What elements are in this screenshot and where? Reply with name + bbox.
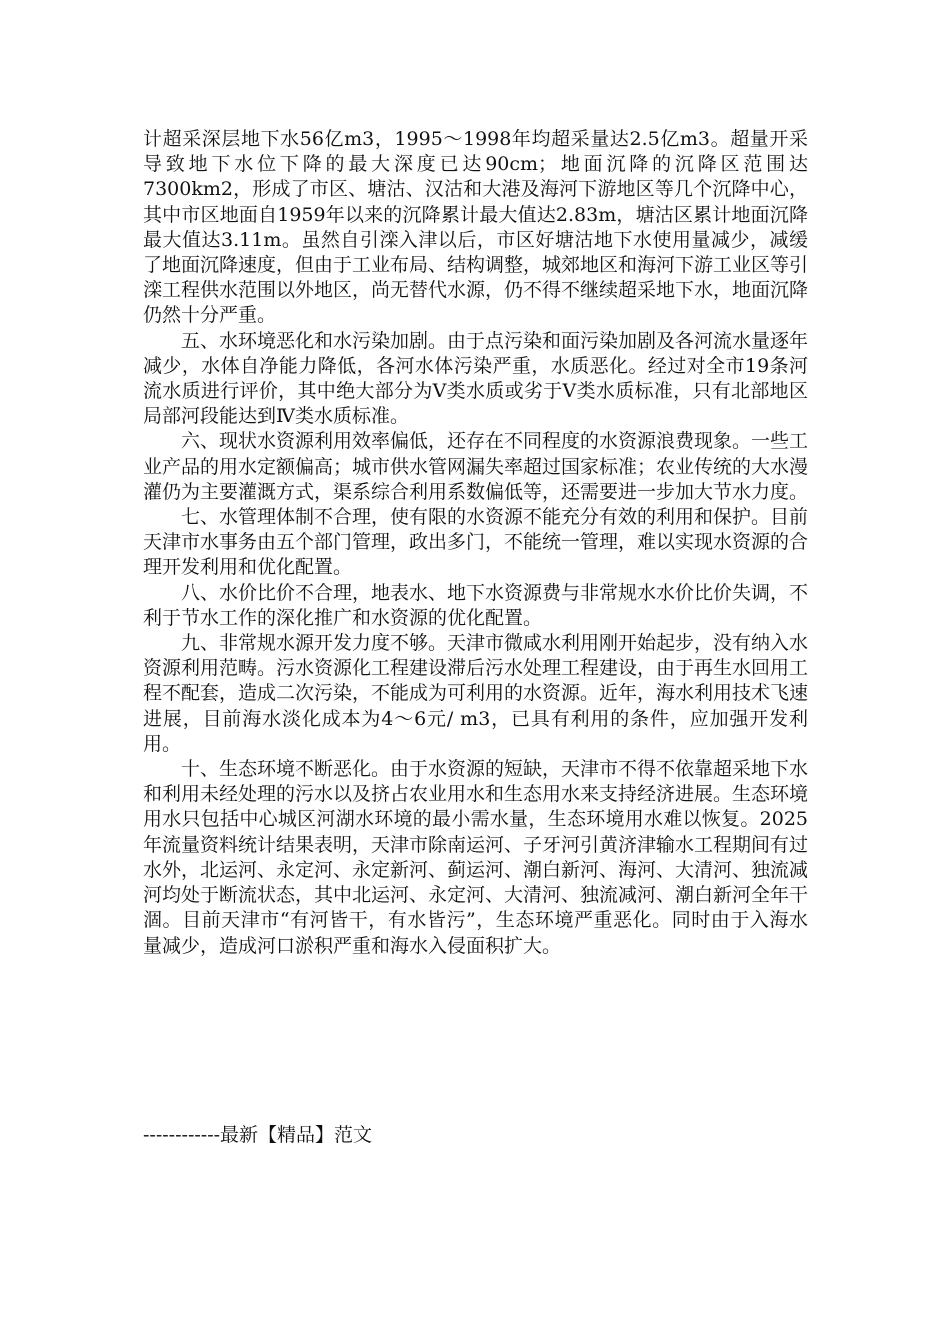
- document-body: [143, 127, 808, 959]
- paragraph-continuation: 计超采深层地下水56亿m3，1995～1998年均超采量达2.5亿m3。超量开采导致地下水位下降的最大深度已达90cm；地面沉降的沉降区范围达7300km2，形成了市区、塘沽、汉沽和大港及海河下游地区等几个沉降中心，其中市区地面自1959年以来的沉降累计最大值达2.83m，塘沽区累计地面沉降最大值达3.11m。虽然自引滦入津以后，市区好塘沽地下水使用量减少，减缓了地面沉降速度，但由于工业布局、结构调整，城郊地区和海河下游工业区等引滦工程供水范围以外地区，尚无替代水源，仍不得不继续超采地下水，地面沉降仍然十分严重。: [143, 128, 809, 327]
- paragraph-10-ecology: 十、生态环境不断恶化。由于水资源的短缺，天津市不得不依靠超采地下水和利用未经处理的污水以及挤占农业用水和生态用水来支持经济进展。生态环境用水只包括中心城区河湖水环境的最小需水量，生态环境用水难以恢复。2025年流量资料统计结果表明，天津市除南运河、子牙河引黄济津输水工程期间有过水外，北运河、永定河、永定新河、蓟运河、潮白新河、海河、大清河、独流减河均处于断流状态，其中北运河、永定河、大清河、独流减河、潮白新河全年干涸。目前天津市“有河皆干，有水皆污”，生态环境严重恶化。同时由于入海水量减少，造成河口淤积严重和海水入侵面积扩大。: [143, 758, 809, 957]
- paragraph-8-pricing: 八、水价比价不合理，地表水、地下水资源费与非常规水水价比价失调，不利于节水工作的深化推广和水资源的优化配置。: [143, 581, 809, 629]
- footer-text: ------------最新【精品】范文: [143, 1124, 373, 1146]
- paragraph-5-water-pollution: 五、水环境恶化和水污染加剧。由于点污染和面污染加剧及各河流水量逐年减少，水体自净能力降低，各河水体污染严重，水质恶化。经过对全市19条河流水质进行评价，其中绝大部分为Ⅴ类水质或劣于Ⅴ类水质标准，只有北部地区局部河段能达到Ⅳ类水质标准。: [143, 329, 809, 428]
- paragraph-9-unconventional-water: 九、非常规水源开发力度不够。天津市微咸水利用刚开始起步，没有纳入水资源利用范畴。污水资源化工程建设滞后污水处理工程建设，由于再生水回用工程不配套，造成二次污染，不能成为可利用的水资源。近年，海水利用技术飞速进展，目前海水淡化成本为4～6元/ m3，已具有利用的条件，应加强开发利用。: [143, 632, 809, 755]
- paragraph-7-management: 七、水管理体制不合理，使有限的水资源不能充分有效的利用和保护。目前天津市水事务由五个部门管理，政出多门，不能统一管理，难以实现水资源的合理开发利用和优化配置。: [143, 506, 809, 579]
- paragraph-6-efficiency: 六、现状水资源利用效率偏低，还存在不同程度的水资源浪费现象。一些工业产品的用水定额偏高；城市供水管网漏失率超过国家标准；农业传统的大水漫灌仍为主要灌溉方式，渠系综合利用系数偏低等，还需要进一步加大节水力度。: [143, 430, 809, 503]
